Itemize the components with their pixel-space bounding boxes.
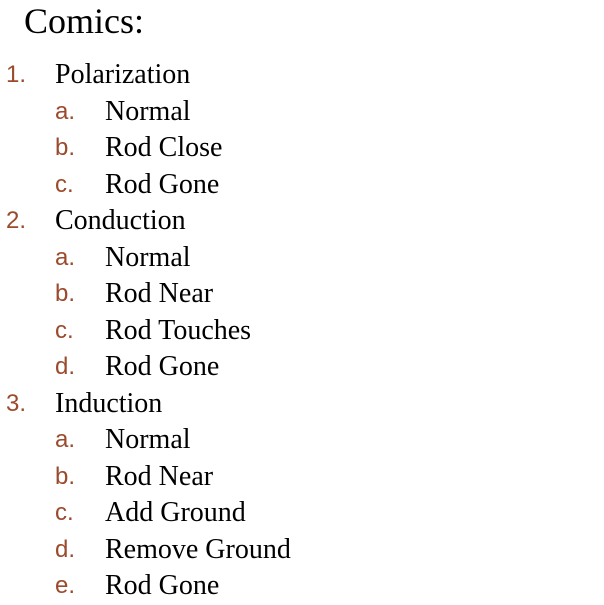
sub-list-marker: a.: [55, 243, 76, 271]
list-marker: 1.: [6, 61, 27, 88]
sub-list-item-label: Rod Touches: [105, 314, 252, 346]
sub-list-item-label: Add Ground: [105, 497, 246, 528]
list-marker: 3.: [6, 389, 27, 417]
sub-list-item-label: Remove Ground: [105, 533, 291, 565]
sub-list-marker: d.: [55, 353, 76, 380]
sub-list-marker: c.: [55, 316, 74, 344]
sub-list-marker: b.: [55, 462, 76, 490]
sub-list-item-label: Normal: [105, 95, 191, 127]
sub-list-marker: b.: [55, 134, 76, 161]
sub-list-marker: c.: [55, 499, 74, 526]
list-item-label: Conduction: [55, 205, 186, 236]
sub-list-item-label: Normal: [105, 241, 191, 273]
sub-list-item-label: Rod Near: [105, 278, 214, 309]
sub-list-marker: b.: [55, 280, 76, 307]
sub-list-marker: d.: [55, 535, 76, 563]
sub-list-item-label: Rod Gone: [105, 168, 220, 200]
sub-list-item-label: Rod Close: [105, 132, 223, 163]
sub-list-marker: e.: [55, 572, 76, 599]
sub-list-marker: c.: [55, 170, 74, 198]
sub-list-item-label: Rod Gone: [105, 351, 220, 382]
sub-list-marker: a.: [55, 426, 76, 453]
sub-list-marker: a.: [55, 97, 76, 125]
list-item-label: Induction: [55, 387, 163, 419]
list-marker: 2.: [6, 207, 27, 234]
sub-list-item-label: Rod Near: [105, 460, 214, 492]
sub-list-item-label: Rod Gone: [105, 570, 220, 601]
slide-title: Comics:: [24, 1, 145, 41]
list-item-label: Polarization: [55, 59, 191, 90]
sub-list-item-label: Normal: [105, 424, 191, 455]
